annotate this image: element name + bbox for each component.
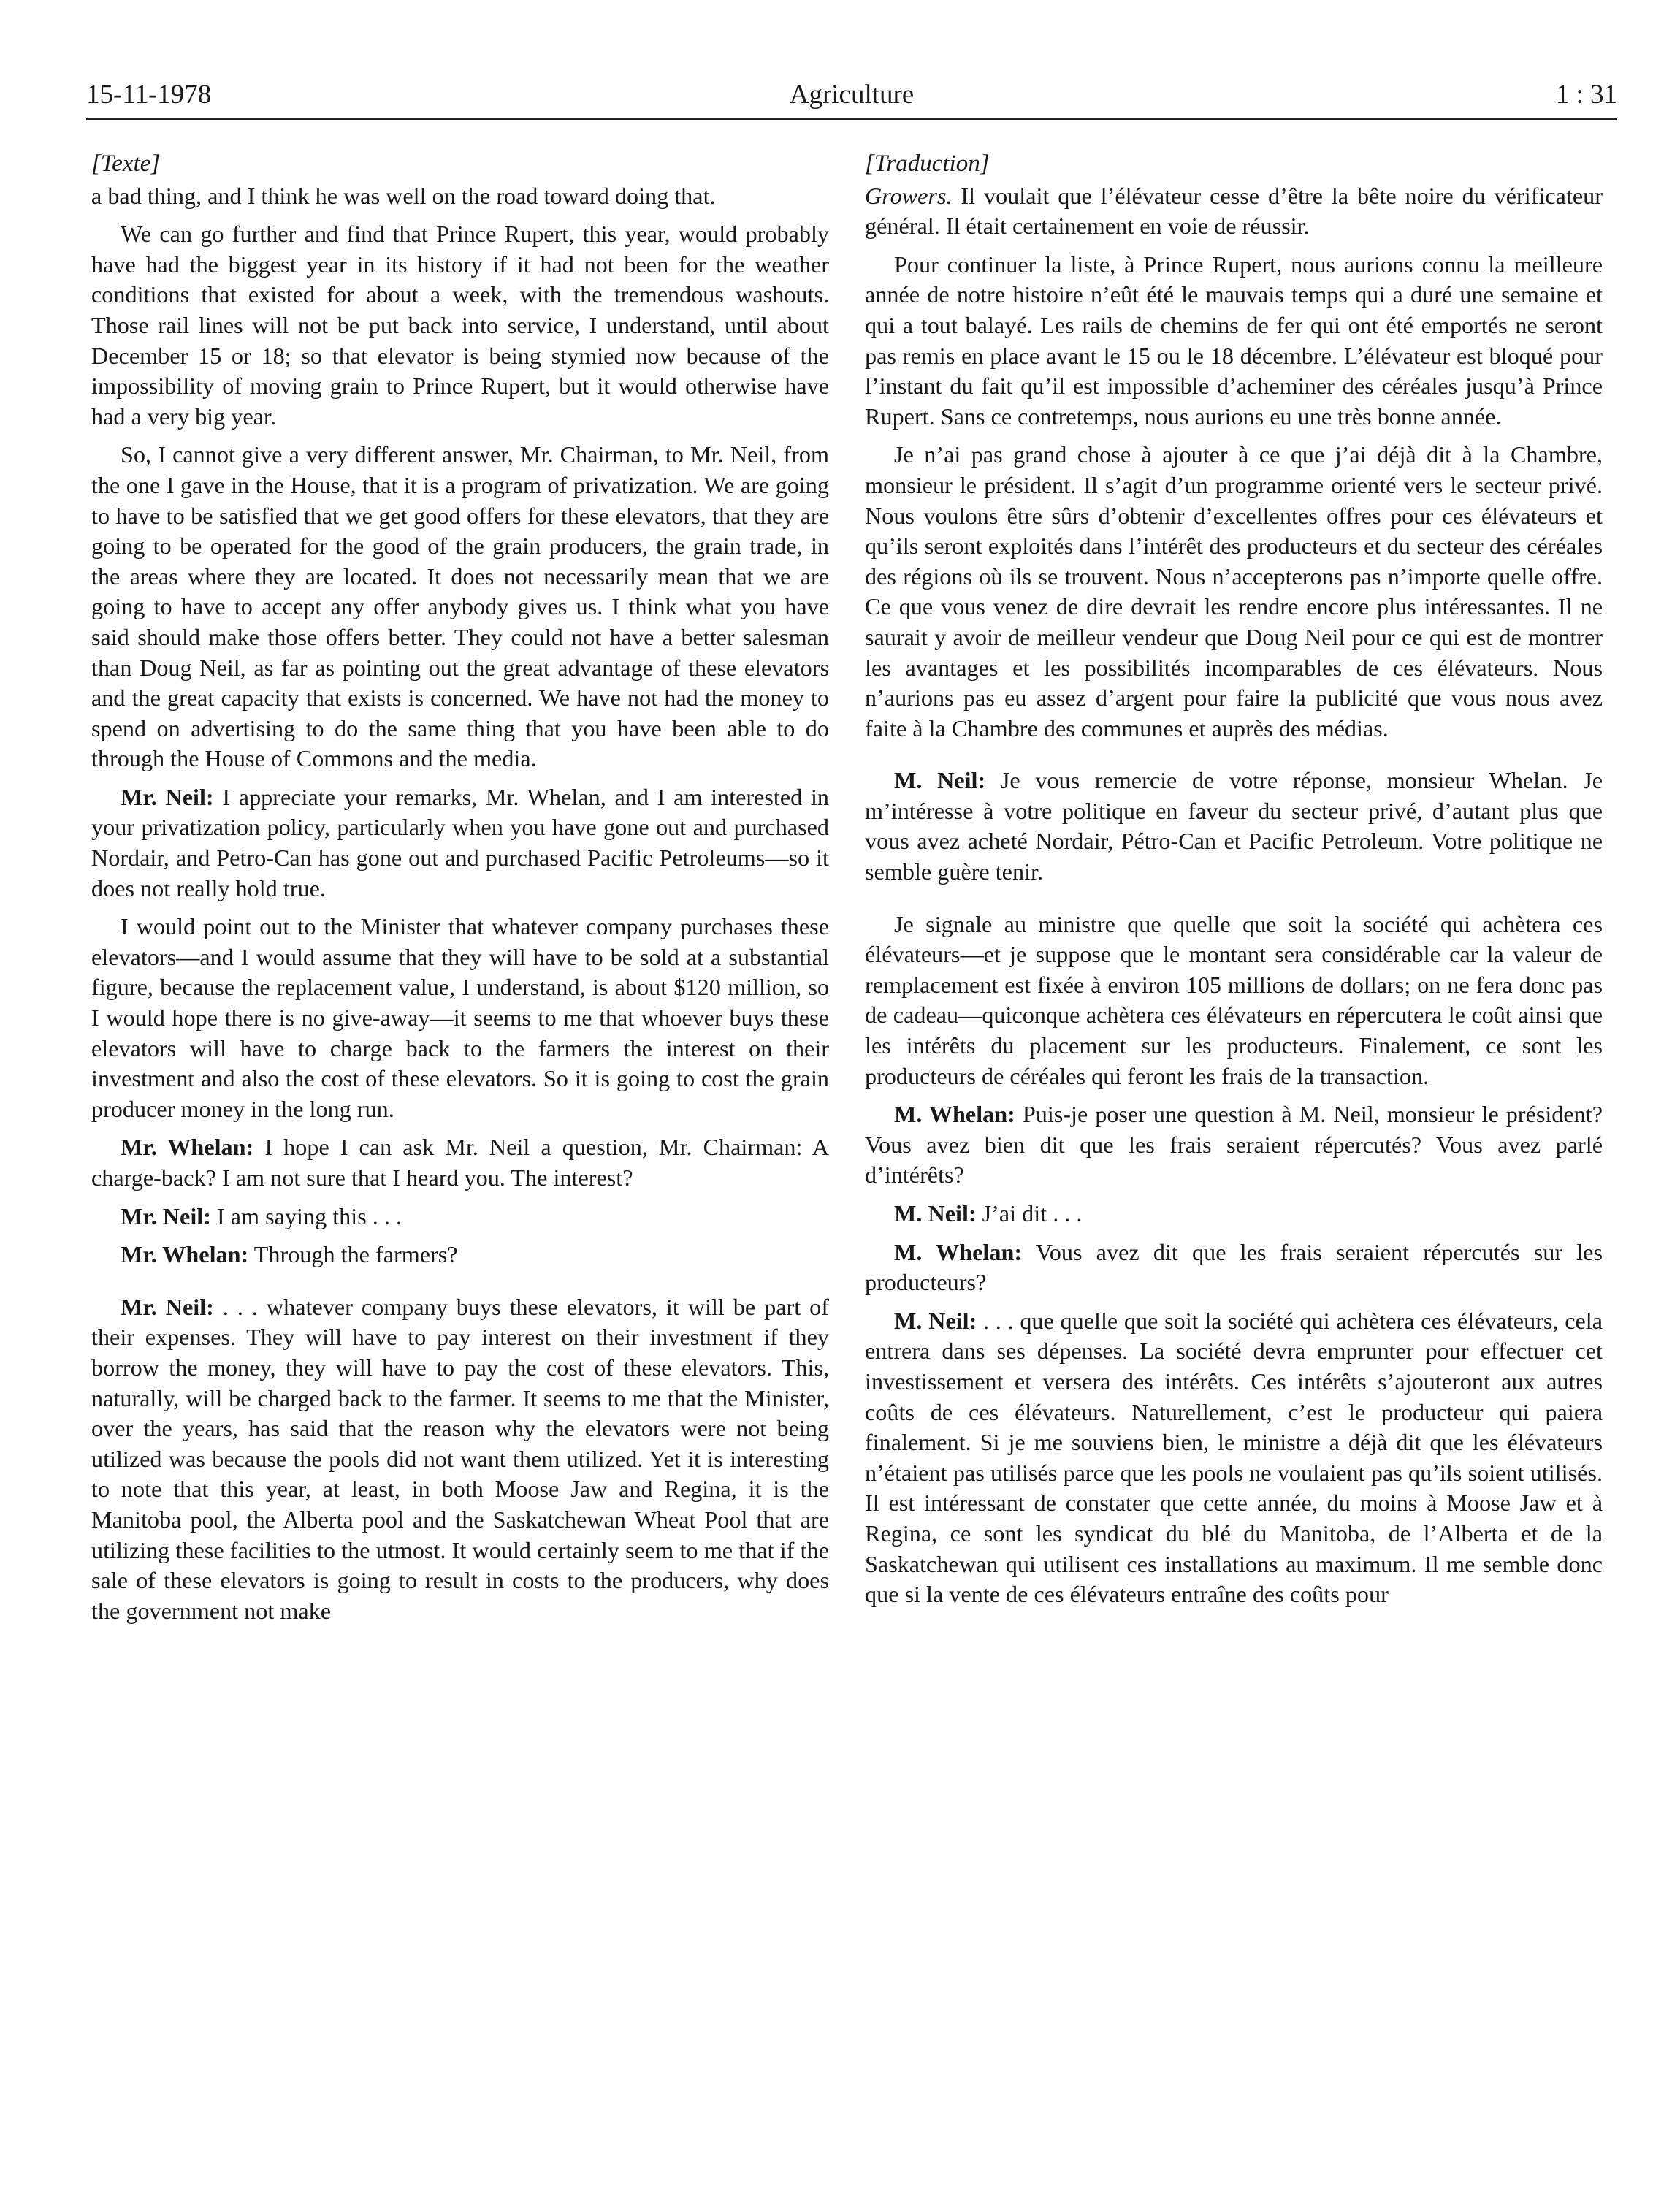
header-page-number: 1 : 31 [1555, 80, 1617, 110]
speech-paragraph [91, 1240, 829, 1270]
header-date: 15-11-1978 [86, 80, 212, 110]
speech-text: J’ai dit . . . [976, 1200, 1083, 1227]
speaker-name: Mr. Neil: [121, 1202, 211, 1229]
speech-paragraph [865, 1099, 1603, 1191]
speech-text: . . . whatever company buys these elevators, it will be part of their expenses. They will have to pay interest on their investment if they borrow the money, they will have to pay the cost of these elevators. This, naturally, will be charged back to the farmer. It seems to me that the Minister, over the years, has said that the reason why the elevators were not being utilized was because the pools did not want them utilized. Yet it is interesting to note that this year, at least, in both Moose Jaw and Regina, it is the Manitoba pool, the Alberta pool and the Saskatchewan Wheat Pool that are utilizing these facilities to the utmost. It would certainly seem to me that if the sale of these elevators is going to result in costs to the producers, why does the government not make [91, 1293, 829, 1624]
speech-paragraph [91, 1292, 829, 1627]
speech-paragraph [91, 1202, 829, 1232]
language-label-english: [Texte] [91, 150, 161, 177]
speech-text: Through the farmers? [248, 1241, 458, 1268]
speech-text: I am saying this . . . [210, 1202, 402, 1229]
speaker-name: M. Neil: [894, 1307, 977, 1334]
speaker-name: M. Neil: [894, 1200, 977, 1227]
speech-text: Je vous remercie de votre réponse, monsieur Whelan. Je m’intéresse à votre politique en faveur du secteur privé, d’autant plus que vous avez acheté Nordair, Pétro-Can et Pacific Petroleum. Votre politique ne semble guère tenir. [865, 767, 1603, 885]
paragraph: So, I cannot give a very different answer, Mr. Chairman, to Mr. Neil, from the one I gave in the House, that it is a program of privatization. We are going to have to be satisfied that we get good offers for these elevators, that they are going to be operated for the good of the grain producers, the grain trade, in the areas where they are located. It does not necessarily mean that we are going to have to accept any offer anybody gives us. I think what you have said should make those offers better. They could not have a better salesman than Doug Neil, as far as pointing out the great advantage of these elevators and the great capacity that exists is concerned. We have not had the money to spend on advertising to do the same thing that you have been able to do through the House of Commons and the media. [91, 441, 829, 772]
speaker-name: M. Whelan: [894, 1101, 1015, 1128]
speech-paragraph [865, 1306, 1603, 1610]
speaker-name: Mr. Whelan: [121, 1134, 254, 1161]
speaker-name: Mr. Neil: [121, 783, 214, 810]
paragraph: Pour continuer la liste, à Prince Rupert, nous aurions connu la meilleure année de notre histoire n’eût été le mauvais temps qui a duré une semaine et qui a tout balayé. Les rails de chemins de fer qui ont été emportés ne seront pas remis en place avant le 15 ou le 18 décembre. L’élévateur est bloqué pour l’instant du fait qu’il est impossible d’acheminer des céréales jusqu’à Prince Rupert. Sans ce contretemps, nous aurions eu une très bonne année. [865, 251, 1603, 430]
speaker-name: M. Whelan: [894, 1238, 1023, 1265]
speech-paragraph [865, 1199, 1603, 1229]
speaker-name: Mr. Whelan: [121, 1241, 249, 1268]
speech-text: Puis-je poser une question à M. Neil, monsieur le président? Vous avez bien dit que les frais seraient répercutés? Vous avez parlé d’intérêts? [865, 1101, 1603, 1189]
speaker-name: Mr. Neil: [121, 1293, 214, 1320]
english-column [91, 149, 829, 1634]
french-column [865, 149, 1603, 1618]
header-title: Agriculture [789, 80, 915, 110]
page-header [86, 79, 1617, 120]
speech-text: . . . que quelle que soit la société qui achètera ces élévateurs, cela entrera dans ses dépenses. La société devra emprunter pour effectuer cet investissement et versera des intérêts. Ces intérêts s’ajouteront aux autres coûts de ces élévateurs. Naturellement, c’est le producteur qui paiera finalement. Si je me souviens bien, le ministre a déjà dit que les élévateurs n’étaient pas utilisés parce que les pools ne voulaient pas qu’ils soient utilisés. Il est intéressant de constater que cette année, du moins à Moose Jaw et à Regina, ce sont les syndicat du blé du Manitoba, de l’Alberta et de la Saskatchewan qui utilisent ces installations au maximum. Il me semble donc que si la vente de ces élévateurs entraîne des coûts pour [865, 1307, 1603, 1608]
speech-paragraph [865, 766, 1603, 887]
speech-paragraph [91, 782, 829, 904]
speech-paragraph [865, 1237, 1603, 1298]
speech-text: I hope I can ask Mr. Neil a question, Mr. Chairman: A charge-back? I am not sure that I heard you. The interest? [91, 1134, 829, 1191]
paragraph-text: Il voulait que l’élévateur cesse d’être la bête noire du vérificateur général. Il était certainement en voie de réussir. [865, 182, 1603, 240]
paragraph: Je n’ai pas grand chose à ajouter à ce que j’ai déjà dit à la Chambre, monsieur le président. Il s’agit d’un programme orienté vers le secteur privé. Nous voulons être sûrs d’obtenir d’excellentes offres pour ces élévateurs et qu’ils seront exploités dans l’intérêt des producteurs et du secteur des céréales des régions où ils se trouvent. Nous n’accepterons pas n’importe quelle offre. Ce que vous venez de dire devrait les rendre encore plus intéressantes. Il ne saurait y avoir de meilleur vendeur que Doug Neil pour ce qui est de montrer les avantages et les possibilités incomparables de ces élévateurs. Nous n’aurions pas eu assez d’argent pour faire la publicité que vous nous avez faite à la Chambre des communes et auprès des médias. [865, 441, 1603, 741]
paragraph: I would point out to the Minister that whatever company purchases these elevators—and I would assume that they will have to be sold at a substantial figure, because the replacement value, I understand, is about $120 million, so I would hope there is no give-away—it seems to me that whoever buys these elevators will have to charge back to the farmers the interest on their investment and also the cost of these elevators. So it is going to cost the grain producer money in the long run. [91, 913, 829, 1122]
speech-text: Vous avez dit que les frais seraient répercutés sur les producteurs? [865, 1238, 1603, 1296]
speaker-name: M. Neil: [894, 767, 986, 794]
speech-text: I appreciate your remarks, Mr. Whelan, and I am interested in your privatization policy, particularly when you have gone out and purchased Nordair, and Petro-Can has gone out and purchased Pacific Petroleums—so it does not really hold true. [91, 783, 830, 901]
paragraph: a bad thing, and I think he was well on the road toward doing that. [91, 182, 716, 209]
paragraph [865, 181, 1603, 242]
document-page [86, 79, 1617, 1624]
language-label-french: [Traduction] [865, 150, 990, 177]
paragraph: Je signale au ministre que quelle que soit la société qui achètera ces élévateurs—et je suppose que le montant sera considérable car la valeur de remplacement est fixée à environ 105 millions de dollars; on ne fera donc pas de cadeau—quiconque achètera ces élévateurs en répercutera le coût ainsi que les intérêts du placement sur les producteurs. Finalement, ce sont les producteurs de céréales qui feront les frais de la transaction. [865, 910, 1603, 1089]
paragraph: We can go further and find that Prince Rupert, this year, would probably have had the biggest year in its history if it had not been for the weather conditions that existed for about a week, with the tremendous washouts. Those rail lines will not be put back into service, I understand, until about December 15 or 18; so that elevator is being stymied now because of the impossibility of moving grain to Prince Rupert, but it would otherwise have had a very big year. [91, 221, 829, 430]
paragraph-lead: Growers. [865, 182, 953, 209]
speech-paragraph [91, 1132, 829, 1193]
